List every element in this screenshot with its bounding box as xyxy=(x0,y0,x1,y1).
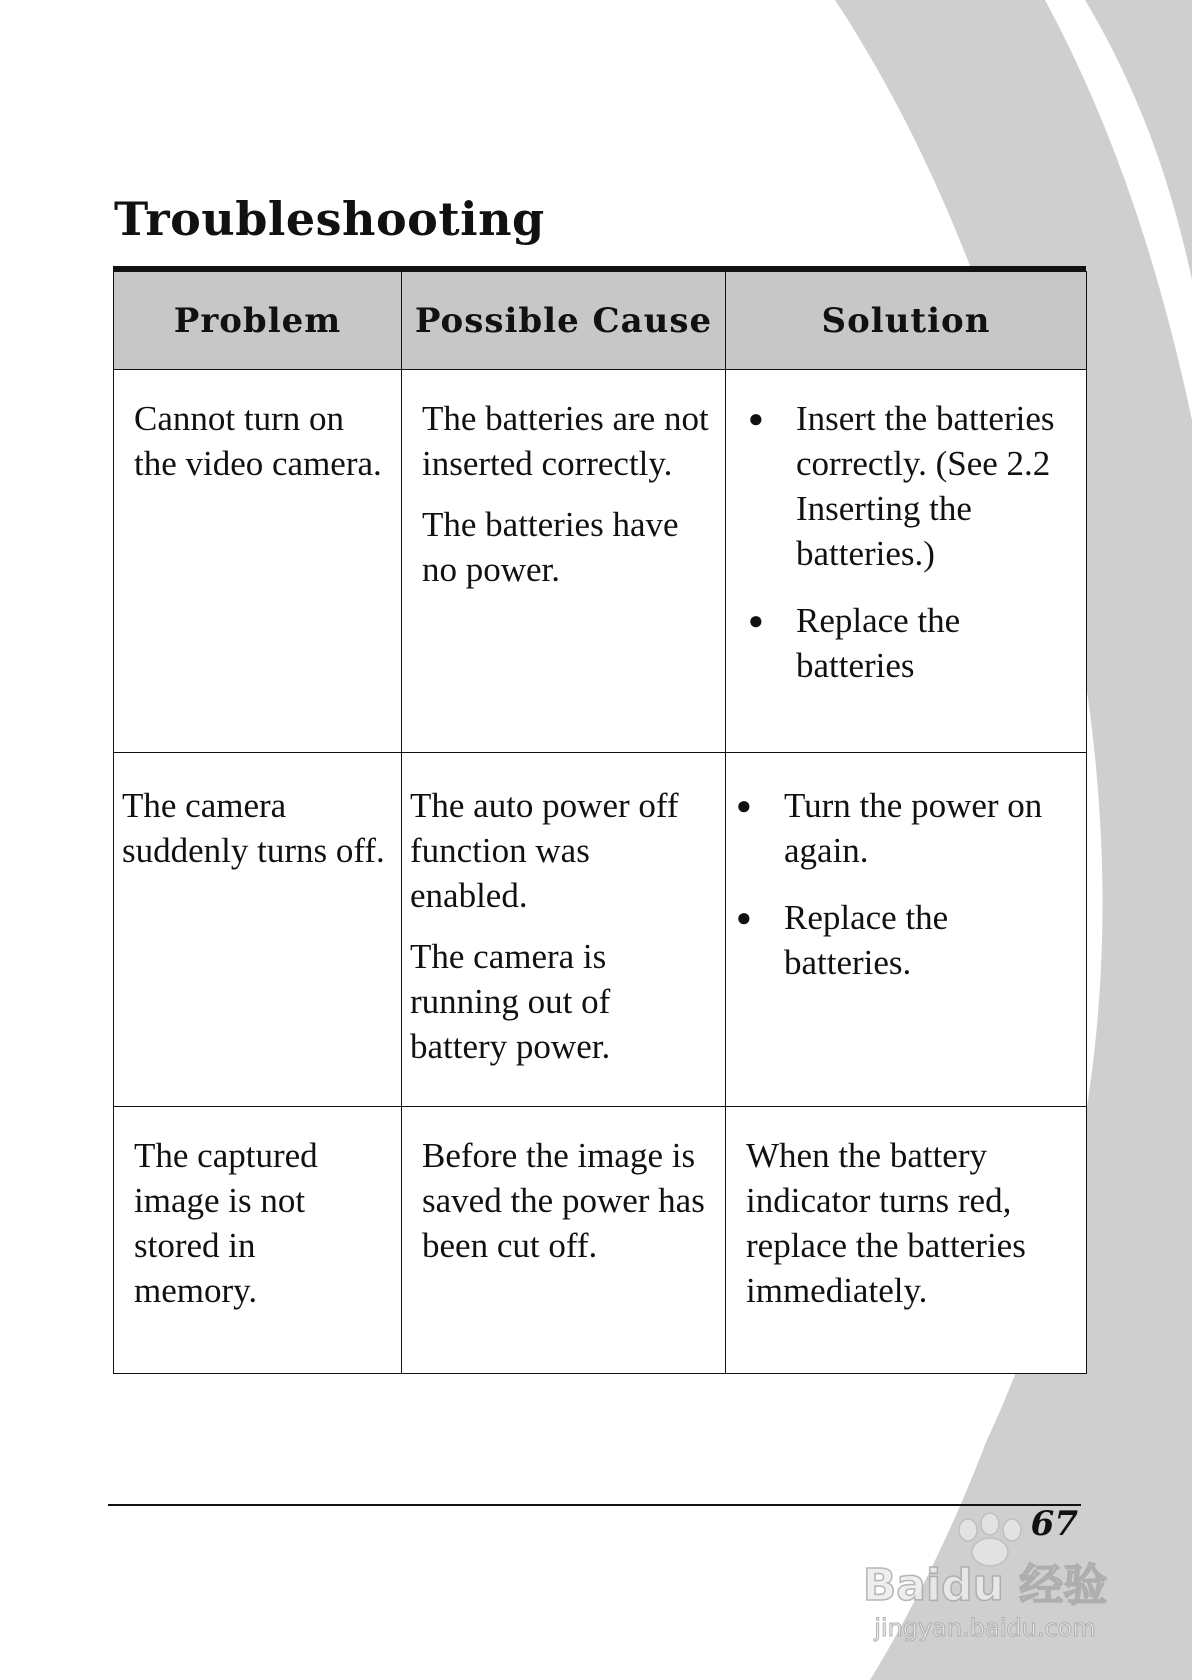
cause-text: The auto power off function was enabled. xyxy=(410,786,679,915)
cause-text: Before the image is saved the power has been cut off. xyxy=(422,1136,705,1265)
solution-text: When the battery indicator turns red, replace the batteries immediately. xyxy=(746,1136,1026,1310)
solution-list xyxy=(746,396,1072,688)
problem-text: The captured image is not stored in memory. xyxy=(134,1136,318,1310)
bullet-icon: ● xyxy=(748,606,764,635)
solution-item xyxy=(734,783,1072,873)
cause-text: The batteries have no power. xyxy=(422,505,679,589)
header-problem: Problem xyxy=(114,272,402,370)
watermark-url: jingyan.baidu.com xyxy=(874,1614,1096,1642)
baidu-watermark xyxy=(850,1508,1120,1648)
table-row xyxy=(114,370,1087,753)
solution-item xyxy=(734,895,1072,985)
table-row xyxy=(114,753,1087,1107)
footer-rule xyxy=(108,1504,1081,1506)
cause-cell xyxy=(402,753,726,1107)
cause-cell xyxy=(402,370,726,753)
page-number: 67 xyxy=(1030,1504,1078,1544)
solution-cell xyxy=(726,370,1087,753)
paw-icon xyxy=(959,1519,977,1541)
bullet-icon: ● xyxy=(736,791,752,820)
header-solution: Solution xyxy=(726,272,1087,370)
cause-cell xyxy=(402,1107,726,1374)
solution-text: Turn the power on again. xyxy=(784,786,1043,870)
header-possible-cause: Possible Cause xyxy=(402,272,726,370)
bullet-icon: ● xyxy=(736,903,752,932)
solution-cell xyxy=(726,753,1087,1107)
problem-text: The camera suddenly turns off. xyxy=(122,786,385,870)
cause-text: The camera is running out of battery power. xyxy=(410,937,611,1066)
solution-item xyxy=(746,396,1072,576)
troubleshooting-table xyxy=(113,271,1087,1374)
bullet-icon: ● xyxy=(748,404,764,433)
solution-item xyxy=(746,598,1072,688)
table-row xyxy=(114,1107,1087,1374)
watermark-brand: Baidu 经验 xyxy=(862,1560,1108,1611)
problem-cell xyxy=(114,370,402,753)
troubleshooting-table-wrapper xyxy=(113,266,1086,1374)
solution-list xyxy=(734,783,1072,985)
solution-text: Replace the batteries. xyxy=(784,898,949,982)
solution-text: Insert the batteries correctly. (See 2.2 Inserting the batteries.) xyxy=(796,399,1055,573)
table-header-row xyxy=(114,272,1087,370)
problem-text: Cannot turn on the video camera. xyxy=(134,399,382,483)
problem-cell xyxy=(114,1107,402,1374)
solution-cell xyxy=(726,1107,1087,1374)
page-title: Troubleshooting xyxy=(114,192,545,246)
solution-text: Replace the batteries xyxy=(796,601,961,685)
cause-text: The batteries are not inserted correctly. xyxy=(422,399,709,483)
problem-cell xyxy=(114,753,402,1107)
